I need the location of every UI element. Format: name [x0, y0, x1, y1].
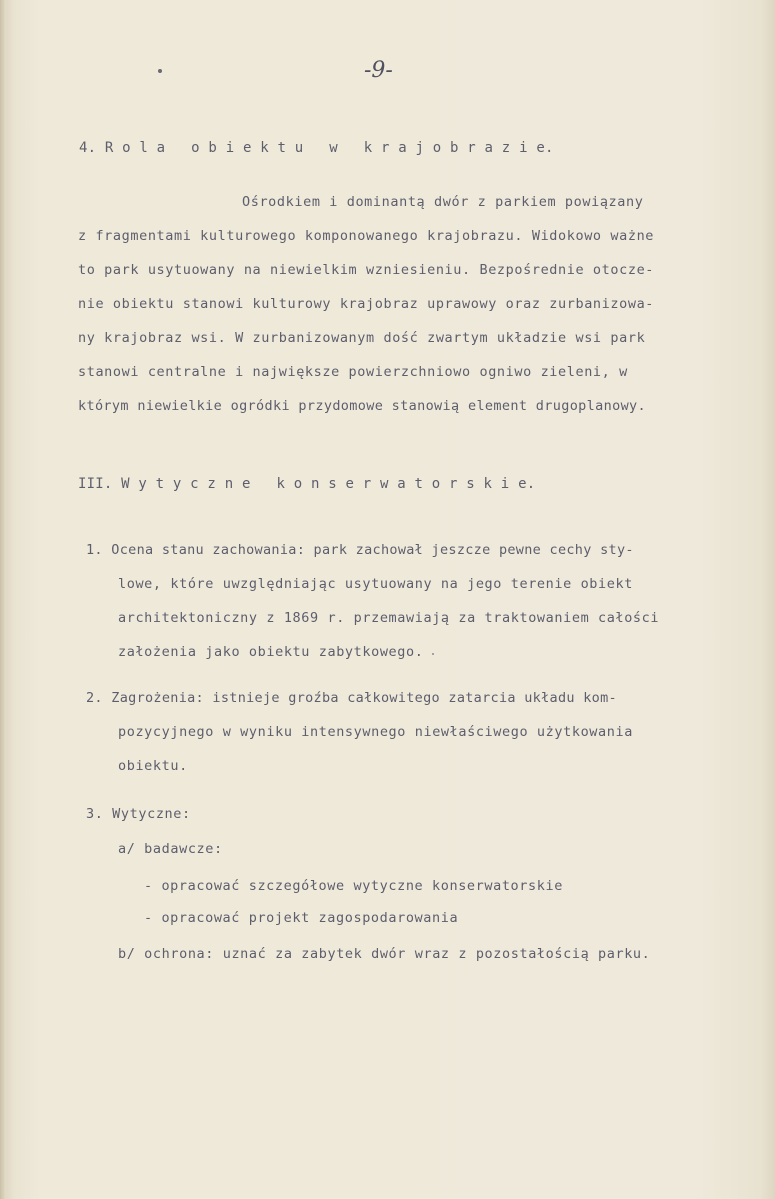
item-1-line: lowe, które uwzględniając usytuowany na jego terenie obiekt — [118, 576, 633, 592]
item-1-line: 1. Ocena stanu zachowania: park zachował jeszcze pewne cechy sty- — [86, 542, 634, 558]
paragraph-line: nie obiektu stanowi kulturowy krajobraz uprawowy oraz zurbanizowa- — [78, 296, 655, 312]
item-3a-label: a/ badawcze: — [118, 841, 223, 857]
ink-dot — [158, 69, 162, 73]
item-3b-line: b/ ochrona: uznać za zabytek dwór wraz z pozostałością parku. — [118, 946, 651, 962]
paragraph-line: ny krajobraz wsi. W zurbanizowanym dość zwartym układzie wsi park — [78, 330, 646, 346]
paragraph-line: którym niewielkie ogródki przydomowe stanowią element drugoplanowy. — [78, 398, 647, 414]
item-3a-bullet: - opracować projekt zagospodarowania — [144, 910, 459, 926]
item-3a-bullet: - opracować szczegółowe wytyczne konserwatorskie — [144, 878, 563, 894]
ink-speck — [432, 653, 434, 655]
item-3-label: 3. Wytyczne: — [86, 806, 191, 822]
item-2-line: obiektu. — [118, 758, 188, 774]
page-number: -9- — [364, 58, 393, 83]
paragraph-line: z fragmentami kulturowego komponowanego krajobrazu. Widokowo ważne — [78, 228, 655, 244]
paragraph-line: stanowi centralne i największe powierzchniowo ogniwo zieleni, w — [78, 364, 628, 380]
item-1-line: architektoniczny z 1869 r. przemawiają za traktowaniem całości — [118, 610, 660, 626]
page-edge-shadow — [0, 0, 6, 1199]
item-1-line: założenia jako obiektu zabytkowego. — [118, 644, 424, 660]
section-III-heading: III. W y t y c z n e k o n s e r w a t o r s k i e. — [78, 476, 536, 492]
section-4-heading: 4. R o l a o b i e k t u w k r a j o b r a z i e. — [79, 140, 554, 156]
item-2-line: 2. Zagrożenia: istnieje groźba całkowitego zatarcia układu kom- — [86, 690, 617, 706]
paragraph-line: Ośrodkiem i dominantą dwór z parkiem powiązany — [242, 194, 644, 210]
item-2-line: pozycyjnego w wyniku intensywnego niewłaściwego użytkowania — [118, 724, 633, 740]
paragraph-line: to park usytuowany na niewielkim wzniesieniu. Bezpośrednie otocze- — [78, 262, 655, 278]
